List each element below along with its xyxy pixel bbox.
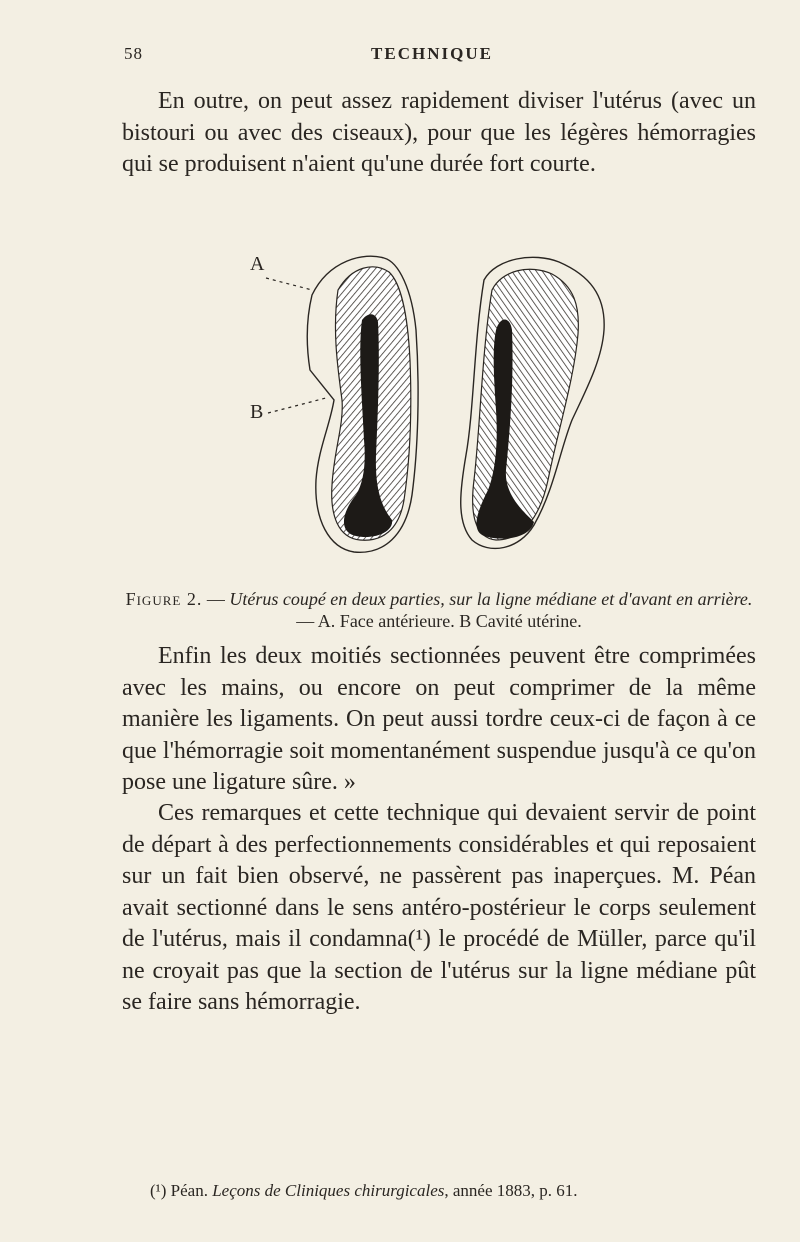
footnote-author: Péan. xyxy=(166,1181,213,1200)
figure-label-b: B xyxy=(250,401,264,423)
caption-rest: — A. Face antérieure. B Cavité utérine. xyxy=(296,611,582,631)
paragraph-3-text-after: le procédé de Müller, parce qu'il ne croyait pas que la section de l'utérus sur la ligne médiane pût se faire sans hémorragie. xyxy=(122,926,756,1015)
leader-line-a xyxy=(266,278,312,290)
paragraph-2: Enfin les deux moitiés sectionnées peuvent être comprimées avec les mains, ou encore on peut comprimer de la même manière les ligaments. On peut aussi tordre ceux-ci de façon à ce que l'hémorragie soit momentanément suspendue jusqu'à ce qu'on pose une ligature sûre. » xyxy=(122,643,756,795)
footnote xyxy=(150,1180,760,1202)
paragraph-3 xyxy=(122,798,756,1019)
page-header xyxy=(124,44,740,68)
paragraph-1: En outre, on peut assez rapidement diviser l'utérus (avec un bistouri ou avec des ciseaux), pour que les légères hémorragies qui se produisent n'aient qu'une durée fort courte. xyxy=(122,88,756,177)
uterus-figure xyxy=(234,250,664,580)
caption-lead: Figure 2. xyxy=(125,589,203,609)
leader-line-b xyxy=(268,398,326,413)
figure-caption xyxy=(122,588,756,632)
footnote-title: Leçons de Cliniques chirurgicales xyxy=(212,1181,445,1200)
running-title: TECHNIQUE xyxy=(371,44,493,63)
caption-dash: — xyxy=(202,589,230,609)
footnote-rest: , année 1883, p. 61. xyxy=(444,1181,578,1200)
footnote-reference[interactable]: (¹) xyxy=(407,926,431,952)
page-number: 58 xyxy=(124,44,143,63)
caption-italic: Utérus coupé en deux parties, sur la ligne médiane et d'avant en arrière. xyxy=(229,589,753,609)
footnote-mark: (¹) xyxy=(150,1181,167,1200)
paragraph-3-text-before: Ces remarques et cette technique qui devaient servir de point de départ à des perfectionnements considérables et qui reposaient sur un fait bien observé, ne passèrent pas inaperçues. M. Péan avait sectionné dans le sens antéro-postérieur le corps seulement de l'utérus, mais il condamna xyxy=(122,800,756,952)
figure-label-a: A xyxy=(250,253,265,275)
